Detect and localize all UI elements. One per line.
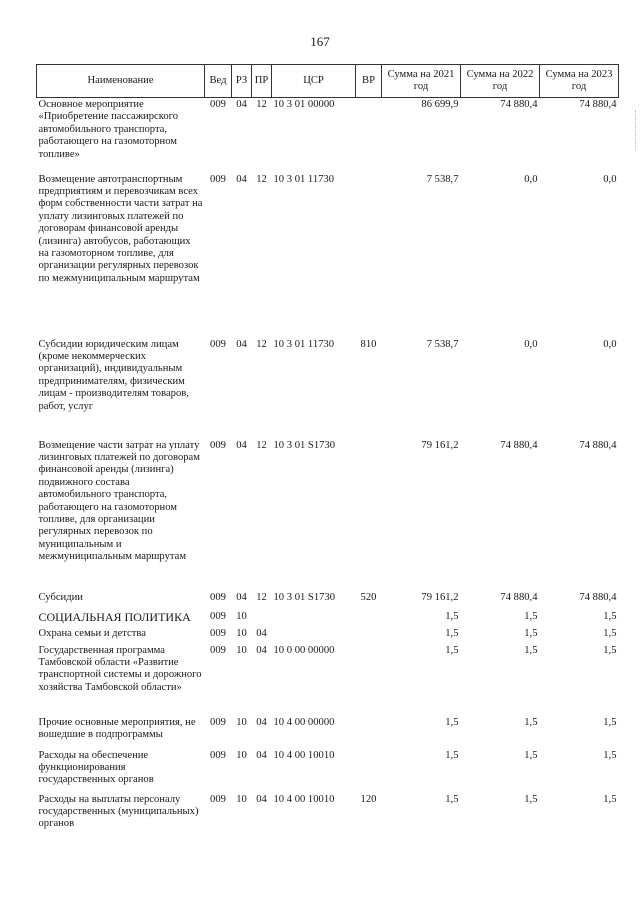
budget-table [36,64,619,837]
row-sum-2022: 0,0 [524,173,538,185]
row-sum-2023: 0,0 [603,338,617,350]
row-pr: 04 [256,749,267,761]
table-row [37,627,619,644]
row-name: СОЦИАЛЬНАЯ ПОЛИТИКА [38,609,191,624]
row-ved: 009 [210,591,226,603]
row-sum-2023: 1,5 [603,793,617,805]
table-row [37,644,619,716]
header-name: Наименование [37,65,205,98]
row-name: Основное мероприятие «Приобретение пассажирского автомобильного транспорта, работающего на газомоторном топливе» [38,99,178,160]
page-number: 167 [310,34,330,49]
row-csr: 10 3 01 S1730 [273,439,336,451]
header-pr: ПР [252,65,272,98]
row-name: Прочие основные мероприятия, не вошедшие в подпрограммы [38,716,196,740]
row-csr: 10 4 00 10010 [273,749,335,761]
table-row [37,338,619,439]
header-sum-2021: Сумма на 2021 год [382,65,461,98]
row-pr: 12 [256,439,267,451]
row-name: Государственная программа Тамбовской области «Развитие транспортной системы и дорожного хозяйства Тамбовской области» [38,644,202,693]
row-csr [272,610,356,627]
row-pr: 12 [256,338,267,350]
row-csr: 10 3 01 S1730 [273,591,336,603]
row-sum-2021: 1,5 [445,644,459,656]
row-ved: 009 [210,99,226,110]
row-pr: 04 [256,627,267,639]
row-name: Охрана семьи и детства [38,627,146,639]
row-pr: 04 [256,716,267,728]
table-row [37,173,619,338]
row-sum-2021: 79 161,2 [421,439,459,451]
row-rz: 04 [236,173,247,185]
header-csr: ЦСР [272,65,356,98]
row-vr [356,716,382,749]
row-vr [356,627,382,644]
row-sum-2023: 74 880,4 [579,591,617,603]
row-vr [356,439,382,591]
row-sum-2023: 1,5 [603,716,617,728]
row-vr [356,610,382,627]
row-vr: 520 [360,591,377,603]
row-vr: 120 [360,793,377,805]
row-sum-2023: 74 880,4 [579,439,617,451]
row-ved: 009 [210,749,226,761]
table-row [37,591,619,610]
row-sum-2023: 1,5 [603,610,617,622]
row-sum-2022: 1,5 [524,749,538,761]
row-sum-2022: 0,0 [524,338,538,350]
row-rz: 10 [236,610,247,622]
row-rz: 10 [236,749,247,761]
row-sum-2021: 7 538,7 [426,173,459,185]
header-ved: Вед [205,65,232,98]
row-sum-2021: 1,5 [445,716,459,728]
row-csr: 10 3 01 11730 [273,173,335,185]
row-csr [272,627,356,644]
row-pr: 12 [256,173,267,185]
row-name: Возмещение части затрат на уплату лизинговых платежей по договорам финансовой аренды (лизинга) подвижного состава автомобильного транспорта, работающего на газомоторном топливе, для организации регулярных перевозок по муниципальным и межмуниципальным маршрутам [38,439,200,563]
row-csr: 10 3 01 00000 [273,99,335,110]
row-name: Расходы на обеспечение функционирования государственных органов [38,749,154,786]
row-sum-2022: 74 880,4 [500,99,538,110]
row-ved: 009 [210,173,226,185]
row-name: Возмещение автотранспортным предприятиям и перевозчикам всех форм собственности части затрат на уплату лизинговых платежей по договорам финансовой аренды (лизинга) автобусов, работающих на газомоторном топливе, для организации регулярных перевозок по межмуниципальным маршрутам [38,173,203,284]
margin-scan-marks [631,110,636,150]
table-header [37,65,619,98]
header-rz: РЗ [232,65,252,98]
row-rz: 04 [236,591,247,603]
row-sum-2023: 0,0 [603,173,617,185]
row-ved: 009 [210,716,226,728]
row-name: Субсидии юридическим лицам (кроме некоммерческих организаций), индивидуальным предпринимателям, физическим лицам - производителям товаров, работ, услуг [38,338,189,412]
table-row [37,793,619,837]
row-sum-2023: 1,5 [603,627,617,639]
row-csr: 10 0 00 00000 [273,644,335,656]
row-sum-2021: 1,5 [445,749,459,761]
row-sum-2022: 1,5 [524,644,538,656]
table-row [37,749,619,793]
row-csr: 10 3 01 11730 [273,338,335,350]
row-ved: 009 [210,644,226,656]
row-name: Расходы на выплаты персоналу государственных (муниципальных) органов [38,793,199,830]
row-csr: 10 4 00 10010 [273,793,335,805]
row-sum-2022: 1,5 [524,610,538,622]
row-sum-2021: 86 699,9 [421,99,459,110]
row-sum-2022: 74 880,4 [500,439,538,451]
row-rz: 04 [236,338,247,350]
table-row [37,439,619,591]
row-vr [356,173,382,338]
row-pr [252,610,272,627]
row-vr [356,749,382,793]
row-sum-2021: 1,5 [445,610,459,622]
row-rz: 04 [236,99,247,110]
row-sum-2022: 1,5 [524,793,538,805]
header-sum-2022: Сумма на 2022 год [461,65,540,98]
row-ved: 009 [210,610,226,622]
row-csr: 10 4 00 00000 [273,716,335,728]
row-ved: 009 [210,793,226,805]
row-sum-2021: 79 161,2 [421,591,459,603]
row-sum-2023: 1,5 [603,644,617,656]
row-rz: 10 [236,627,247,639]
row-sum-2023: 1,5 [603,749,617,761]
row-sum-2022: 1,5 [524,716,538,728]
row-sum-2022: 1,5 [524,627,538,639]
row-ved: 009 [210,338,226,350]
row-vr: 810 [360,338,377,350]
row-ved: 009 [210,627,226,639]
row-sum-2021: 1,5 [445,627,459,639]
row-sum-2021: 1,5 [445,793,459,805]
header-sum-2023: Сумма на 2023 год [540,65,619,98]
row-pr: 12 [256,591,267,603]
row-pr: 04 [256,644,267,656]
row-vr [356,98,382,173]
row-sum-2021: 7 538,7 [426,338,459,350]
row-sum-2023: 74 880,4 [579,99,617,110]
row-rz: 10 [236,644,247,656]
row-rz: 04 [236,439,247,451]
header-vr: ВР [356,65,382,98]
table-row [37,610,619,627]
row-rz: 10 [236,793,247,805]
row-pr: 12 [256,99,267,110]
table-row [37,716,619,749]
row-pr: 04 [256,793,267,805]
row-ved: 009 [210,439,226,451]
row-rz: 10 [236,716,247,728]
row-vr [356,644,382,716]
row-sum-2022: 74 880,4 [500,591,538,603]
row-name: Субсидии [38,591,83,603]
table-row [37,98,619,173]
